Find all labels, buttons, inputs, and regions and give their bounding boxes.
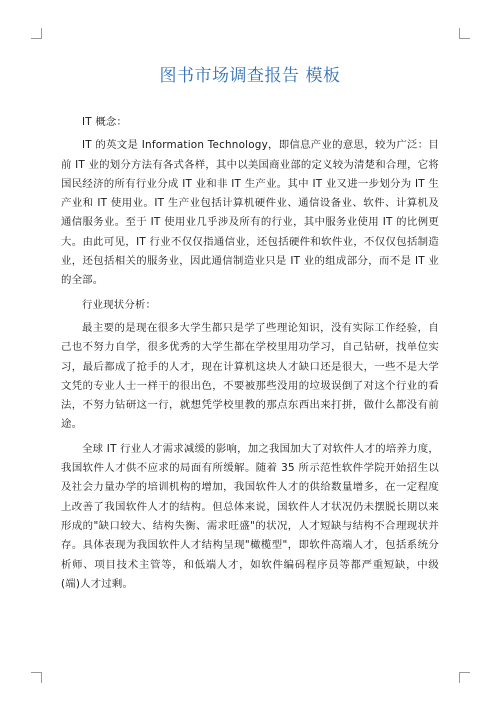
paragraph-talent-demand: 全球 IT 行业人才需求减缓的影响，加之我国加大了对软件人才的培养力度，我国软件人才供不应求的局面有所缓解。随着 35 所示范性软件学院开始招生以及社会力量办学的培训机构的增加，我国软件人才的供给数量增多，在一定程度上改善了我国软件人才的结构。但总体来说，国软件人才状况仍未摆脱长期以来形成的"缺口较大、结构失衡、需求旺盛"的状况，人才短缺与结构不合理现状并存。具体表现为我国软件人才结构呈现"橄榄型"，即软件高端人才，包括系统分析师、项目技术主管等，和低端人才，如软件编码程序员等都严重短缺，中级(端)人才过剩。: [61, 442, 439, 590]
page-corner-mark-top-left: [31, 28, 42, 39]
paragraph-it-definition: IT 的英文是 Information Technology，即信息产业的意思，较为广泛：目前 IT 业的划分方法有各式各样，其中以美国商业部的定义较为清楚和合理，它将国民经济的所有行业分成 IT 业和非 IT 生产业。其中 IT 业又进一步划分为 IT 生产业和 IT 使用业。IT 生产业包括计算机硬件业、通信设备业、软件、计算机及通信服务业。至于 IT 使用业几乎涉及所有的行业，其中服务业使用 IT 的比例更大。由此可见，IT 行业不仅仅指通信业，还包括硬件和软件业，不仅仅包括制造业，还包括相关的服务业，因此通信制造业只是 IT 业的组成部分，而不是 IT 业的全部。: [61, 139, 439, 287]
document-body: [61, 113, 439, 599]
page-corner-mark-bottom-left: [31, 672, 42, 683]
page-corner-mark-top-right: [459, 28, 470, 39]
paragraph-student-skills: 最主要的是现在很多大学生都只是学了些理论知识，没有实际工作经验，自己也不努力自学，很多优秀的大学生都在学校里用功学习，自己钻研，找单位实习，最后都成了抢手的人才，现在计算机这块人才缺口还是很大，一些不是大学文凭的专业人士一样干的很出色，不要被那些没用的垃圾误倒了对这个行业的看法，不努力钻研这一行，就想凭学校里教的那点东西出来打拼，做什么都没有前途。: [61, 321, 439, 431]
page-corner-mark-bottom-right: [459, 672, 470, 683]
section-heading-industry-status: 行业现状分析：: [82, 298, 157, 311]
section-heading-it-concept: IT 概念：: [82, 116, 128, 128]
document-title: 图书市场调查报告 模板: [159, 66, 341, 86]
